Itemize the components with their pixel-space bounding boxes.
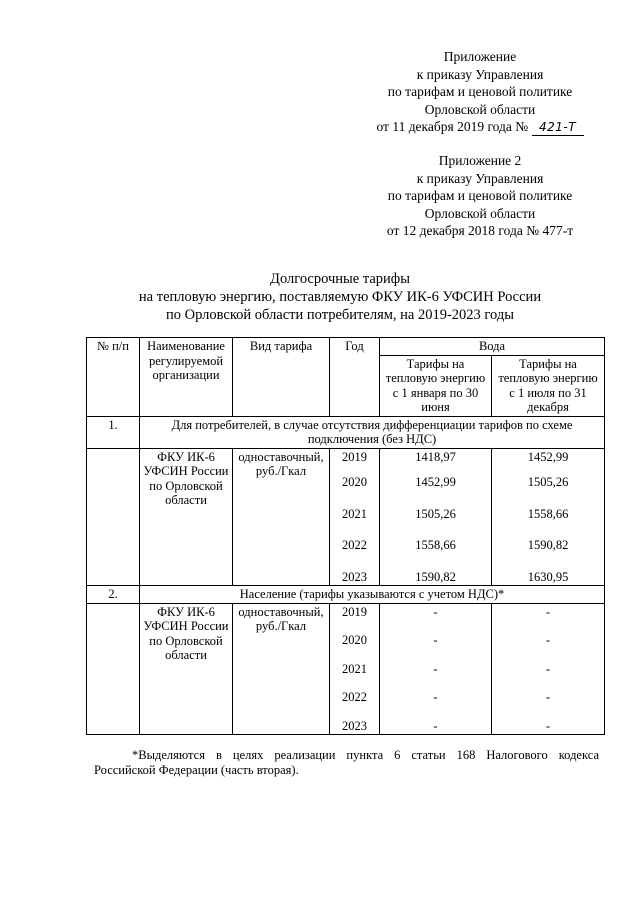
appendix-date-line	[340, 118, 620, 137]
header-num: № п/п	[87, 338, 140, 417]
tariff-value-h2: 1452,99	[492, 448, 605, 465]
tariff-value-h2: -	[492, 620, 605, 649]
header-year: Год	[330, 338, 380, 417]
table-row	[87, 603, 605, 620]
header-org: Наименование регулируемой организации	[140, 338, 233, 417]
header-period-2: Тарифы на тепловую энергию с 1 июля по 31 декабря	[492, 355, 605, 416]
tariff-value-h1: 1558,66	[380, 522, 492, 554]
title-line-3: по Орловской области потребителям, на 2019-2023 годы	[166, 307, 514, 323]
section-row	[87, 586, 605, 604]
row-num-empty	[87, 603, 140, 735]
year-cell: 2019	[330, 603, 380, 620]
section-num: 1.	[87, 416, 140, 448]
appendix2-title: Приложение 2	[438, 153, 522, 168]
tariff-value-h2: 1590,82	[492, 522, 605, 554]
year-cell: 2021	[330, 649, 380, 678]
appendix-title: Приложение	[443, 49, 517, 64]
tariff-value-h2: -	[492, 603, 605, 620]
table-header-row	[87, 338, 605, 356]
header-tariff-type: Вид тарифа	[233, 338, 330, 417]
footnote-line-1: *Выделяются в целях реализации пункта 6 статьи 168 Налогового кодекса	[132, 748, 599, 762]
year-cell: 2023	[330, 554, 380, 586]
tariff-value-h1: 1452,99	[380, 465, 492, 491]
tariff-value-h1: -	[380, 603, 492, 620]
appendix2-order-ref: к приказу Управления	[416, 170, 544, 186]
org-name: ФКУ ИК-6 УФСИН России по Орловской области	[140, 603, 233, 735]
year-cell: 2020	[330, 620, 380, 649]
tariff-table	[86, 337, 605, 735]
section-num: 2.	[87, 586, 140, 604]
tariff-value-h1: -	[380, 677, 492, 706]
tariff-value-h2: 1505,26	[492, 465, 605, 491]
document-title	[40, 270, 639, 324]
appendix2-authority: по тарифам и ценовой политике	[387, 188, 573, 203]
tariff-value-h2: -	[492, 706, 605, 735]
section-row	[87, 416, 605, 448]
order-number-underline	[532, 135, 584, 136]
appendix2-date: от 12 декабря 2018 года № 477-т	[386, 223, 574, 238]
tariff-value-h1: -	[380, 706, 492, 735]
appendix-date: от 11 декабря 2019 года №	[376, 119, 529, 134]
appendix-authority: по тарифам и ценовой политике	[387, 84, 573, 99]
tariff-value-h2: 1558,66	[492, 491, 605, 523]
header-period-1: Тарифы на тепловую энергию с 1 января по 30 июня	[380, 355, 492, 416]
order-number-value: 421-Т	[538, 120, 577, 134]
appendix2-region: Орловской области	[424, 205, 536, 221]
section-title: Население (тарифы указываются с учетом НДС)*	[140, 586, 605, 604]
tariff-value-h1: -	[380, 649, 492, 678]
table-row	[87, 448, 605, 465]
year-cell: 2022	[330, 677, 380, 706]
tariff-value-h1: 1590,82	[380, 554, 492, 586]
appendix-region: Орловской области	[424, 101, 536, 117]
footnote-line-2: Российской Федерации (часть вторая).	[94, 763, 299, 777]
appendix-header-current	[340, 48, 620, 137]
year-cell: 2022	[330, 522, 380, 554]
year-cell: 2023	[330, 706, 380, 735]
footnote	[94, 748, 599, 778]
tariff-type: одноставочный, руб./Гкал	[233, 603, 330, 735]
appendix-header-previous	[340, 152, 620, 240]
section-title: Для потребителей, в случае отсутствия дифференциации тарифов по схеме подключения (без НДС)	[140, 416, 605, 448]
tariff-value-h2: -	[492, 677, 605, 706]
tariff-value-h2: 1630,95	[492, 554, 605, 586]
org-name: ФКУ ИК-6 УФСИН России по Орловской области	[140, 448, 233, 586]
year-cell: 2019	[330, 448, 380, 465]
title-line-1: Долгосрочные тарифы	[270, 271, 410, 287]
appendix-order-ref: к приказу Управления	[416, 66, 544, 82]
handwritten-order-number	[532, 118, 584, 137]
year-cell: 2020	[330, 465, 380, 491]
tariff-value-h1: 1505,26	[380, 491, 492, 523]
year-cell: 2021	[330, 491, 380, 523]
tariff-value-h1: -	[380, 620, 492, 649]
title-line-2: на тепловую энергию, поставляемую ФКУ ИК-6 УФСИН России	[138, 289, 542, 305]
tariff-value-h1: 1418,97	[380, 448, 492, 465]
row-num-empty	[87, 448, 140, 586]
tariff-type: одноставочный, руб./Гкал	[233, 448, 330, 586]
header-water: Вода	[380, 338, 605, 356]
tariff-value-h2: -	[492, 649, 605, 678]
